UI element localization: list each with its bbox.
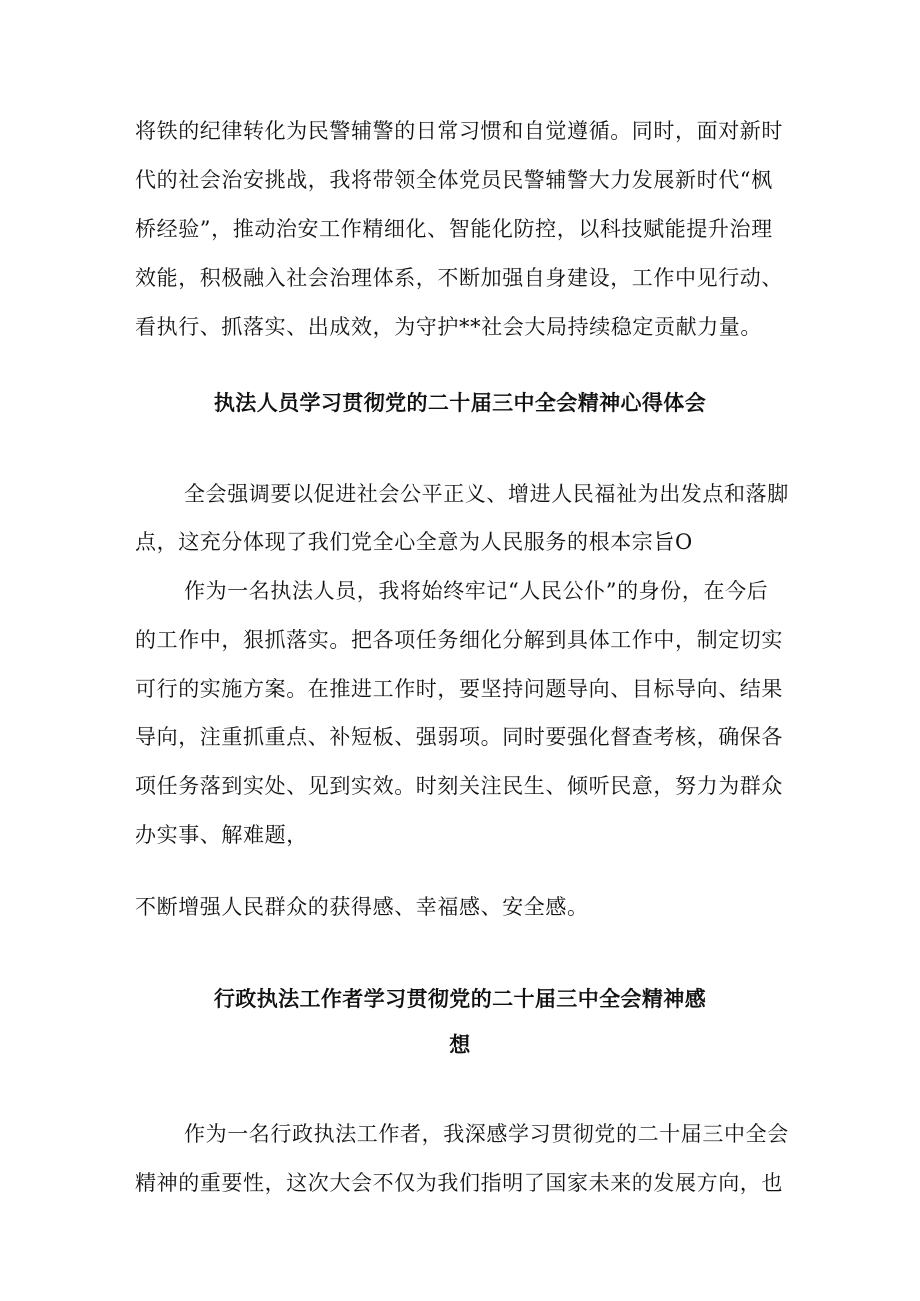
paragraph-line: 的工作中，狠抓落实。把各项任务细化分解到具体工作中，制定切实: [135, 628, 783, 652]
paragraph-line: 作为一名执法人员，我将始终牢记“人民公仆”的身份，在今后: [184, 579, 769, 603]
paragraph-line: 精神的重要性，这次大会不仅为我们指明了国家未来的发展方向，也: [135, 1171, 783, 1195]
paragraph-line: 项任务落到实处、见到实效。时刻关注民生、倾听民意，努力为群众: [135, 774, 783, 798]
section-heading: 行政执法工作者学习贯彻党的二十届三中全会精神感: [213, 987, 707, 1011]
paragraph-line: 作为一名行政执法工作者，我深感学习贯彻党的二十届三中全会: [184, 1122, 789, 1146]
paragraph-line: 可行的实施方案。在推进工作时，要坚持问题导向、目标导向、结果: [135, 677, 783, 701]
section-heading-continued: 想: [449, 1033, 471, 1057]
section-heading: 执法人员学习贯彻党的二十届三中全会精神心得体会: [213, 391, 707, 415]
paragraph-line: 办实事、解难题，: [135, 823, 308, 847]
paragraph-line: 点，这充分体现了我们党全心全意为人民服务的根本宗旨O: [135, 530, 693, 554]
paragraph-line: 效能，积极融入社会治理体系，不断加强自身建设，工作中见行动、: [135, 266, 783, 290]
paragraph-line: 不断增强人民群众的获得感、幸福感、安全感。: [135, 895, 589, 919]
paragraph-line: 桥经验”，推动治安工作精细化、智能化防控，以科技赋能提升治理: [135, 217, 773, 241]
paragraph-line: 代的社会治安挑战，我将带领全体党员民警辅警大力发展新时代“枫: [135, 168, 773, 192]
paragraph-line: 导向，注重抓重点、补短板、强弱项。同时要强化督查考核，确保各: [135, 725, 783, 749]
paragraph-line: 全会强调要以促进社会公平正义、增进人民福祉为出发点和落脚: [184, 482, 789, 506]
paragraph-line: 将铁的纪律转化为民警辅警的日常习惯和自觉遵循。同时，面对新时: [135, 119, 783, 143]
paragraph-line: 看执行、抓落实、出成效，为守护**社会大局持续稳定贡献力量。: [135, 315, 762, 339]
